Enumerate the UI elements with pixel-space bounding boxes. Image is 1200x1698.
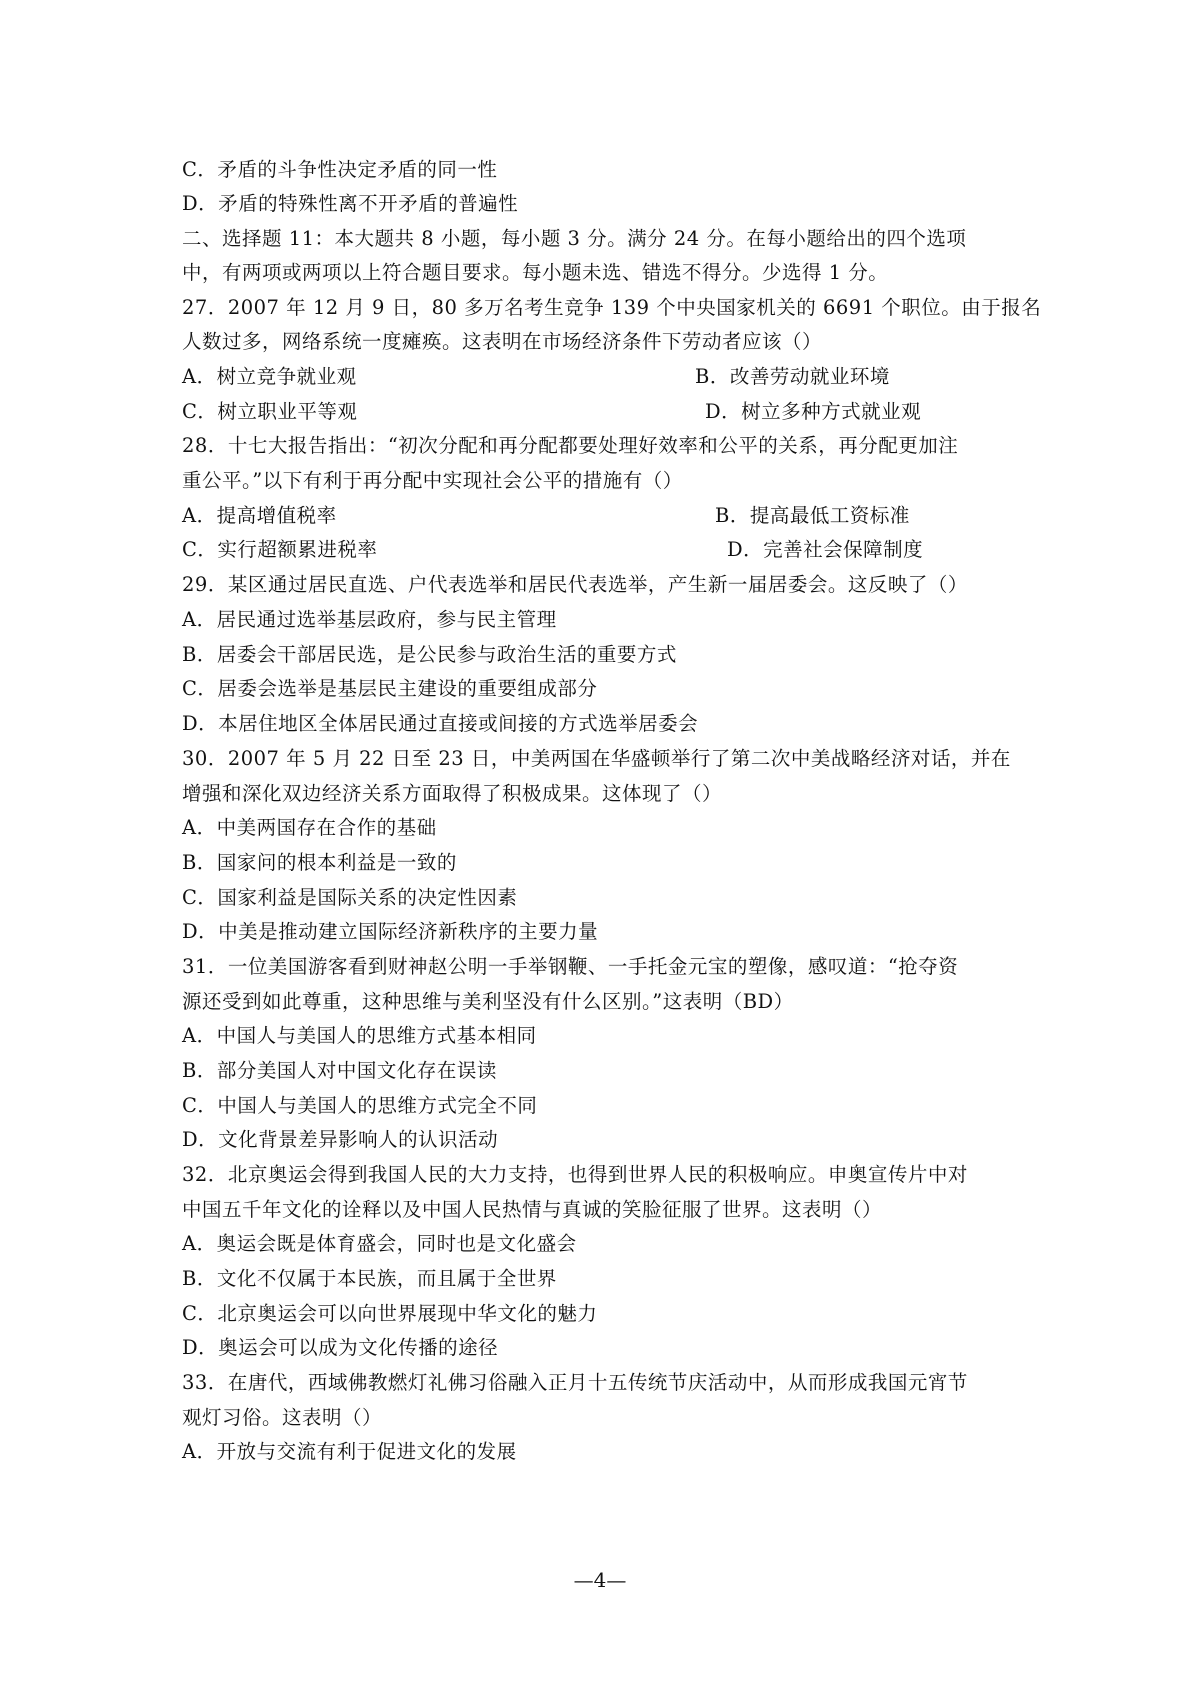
q27-stem-line-2: 人数过多，网络系统一度瘫痪。这表明在市场经济条件下劳动者应该（） (182, 330, 823, 353)
q29-stem-line-1: 29．某区通过居民直选、户代表选举和居民代表选举，产生新一届居委会。这反映了（） (182, 573, 968, 596)
q31-stem-line-2: 源还受到如此尊重，这种思维与美利坚没有什么区别。”这表明（BD） (182, 990, 794, 1013)
section-title-line-2: 中，有两项或两项以上符合题目要求。每小题未选、错选不得分。少选得 1 分。 (182, 261, 889, 284)
section-title-line-1: 二、选择题 11：本大题共 8 小题，每小题 3 分。满分 24 分。在每小题给出的四个选项 (182, 227, 967, 250)
q32-stem-line-1: 32．北京奥运会得到我国人民的大力支持，也得到世界人民的积极响应。申奥宣传片中对 (182, 1163, 968, 1186)
q29-option-c: C．居委会选举是基层民主建设的重要组成部分 (182, 677, 598, 700)
q33-stem-line-1: 33．在唐代，西域佛教燃灯礼佛习俗融入正月十五传统节庆活动中，从而形成我国元宵节 (182, 1371, 968, 1394)
q29-option-a: A．居民通过选举基层政府，参与民主管理 (182, 608, 557, 631)
q29-option-b: B．居委会干部居民选，是公民参与政治生活的重要方式 (182, 643, 677, 666)
q31-option-c: C．中国人与美国人的思维方式完全不同 (182, 1094, 538, 1117)
q29-option-d: D．本居住地区全体居民通过直接或间接的方式选举居委会 (182, 712, 699, 735)
q28-option-d: D．完善社会保障制度 (727, 538, 924, 561)
q30-option-a: A．中美两国存在合作的基础 (182, 816, 437, 839)
q30-stem-line-1: 30．2007 年 5 月 22 日至 23 日，中美两国在华盛顿举行了第二次中美战略经济对话，并在 (182, 747, 1011, 770)
q31-option-d: D．文化背景差异影响人的认识活动 (182, 1128, 499, 1151)
q27-option-a: A．树立竞争就业观 (182, 365, 357, 388)
q28-option-b: B．提高最低工资标准 (715, 504, 910, 527)
q31-option-b: B．部分美国人对中国文化存在误读 (182, 1059, 497, 1082)
option-c-line: C．矛盾的斗争性决定矛盾的同一性 (182, 158, 498, 181)
q28-option-a: A．提高增值税率 (182, 504, 337, 527)
q30-option-d: D．中美是推动建立国际经济新秩序的主要力量 (182, 920, 599, 943)
q33-option-a: A．开放与交流有利于促进文化的发展 (182, 1440, 517, 1463)
q31-stem-line-1: 31．一位美国游客看到财神赵公明一手举钢鞭、一手托金元宝的塑像，感叹道：“抢夺资 (182, 955, 959, 978)
q32-option-a: A．奥运会既是体育盛会，同时也是文化盛会 (182, 1232, 577, 1255)
q28-option-c: C．实行超额累进税率 (182, 538, 378, 561)
q28-stem-line-1: 28．十七大报告指出：“初次分配和再分配都要处理好效率和公平的关系，再分配更加注 (182, 434, 959, 457)
q27-stem-line-1: 27．2007 年 12 月 9 日，80 多万名考生竞争 139 个中央国家机关的 6691 个职位。由于报名 (182, 296, 1042, 319)
q30-option-c: C．国家利益是国际关系的决定性因素 (182, 886, 518, 909)
q28-stem-line-2: 重公平。”以下有利于再分配中实现社会公平的措施有（） (182, 469, 683, 492)
q32-stem-line-2: 中国五千年文化的诠释以及中国人民热情与真诚的笑脸征服了世界。这表明（） (182, 1198, 883, 1221)
option-d-line: D．矛盾的特殊性离不开矛盾的普遍性 (182, 192, 519, 215)
q27-option-b: B．改善劳动就业环境 (695, 365, 890, 388)
q32-option-c: C．北京奥运会可以向世界展现中华文化的魅力 (182, 1302, 598, 1325)
page-number: —4— (573, 1568, 627, 1592)
q31-option-a: A．中国人与美国人的思维方式基本相同 (182, 1024, 537, 1047)
q27-option-d: D．树立多种方式就业观 (705, 400, 922, 423)
q30-option-b: B．国家问的根本利益是一致的 (182, 851, 457, 874)
q32-option-b: B．文化不仅属于本民族，而且属于全世界 (182, 1267, 557, 1290)
q30-stem-line-2: 增强和深化双边经济关系方面取得了积极成果。这体现了（） (182, 782, 723, 805)
q27-option-c: C．树立职业平等观 (182, 400, 358, 423)
q33-stem-line-2: 观灯习俗。这表明（） (182, 1406, 383, 1429)
q32-option-d: D．奥运会可以成为文化传播的途径 (182, 1336, 499, 1359)
